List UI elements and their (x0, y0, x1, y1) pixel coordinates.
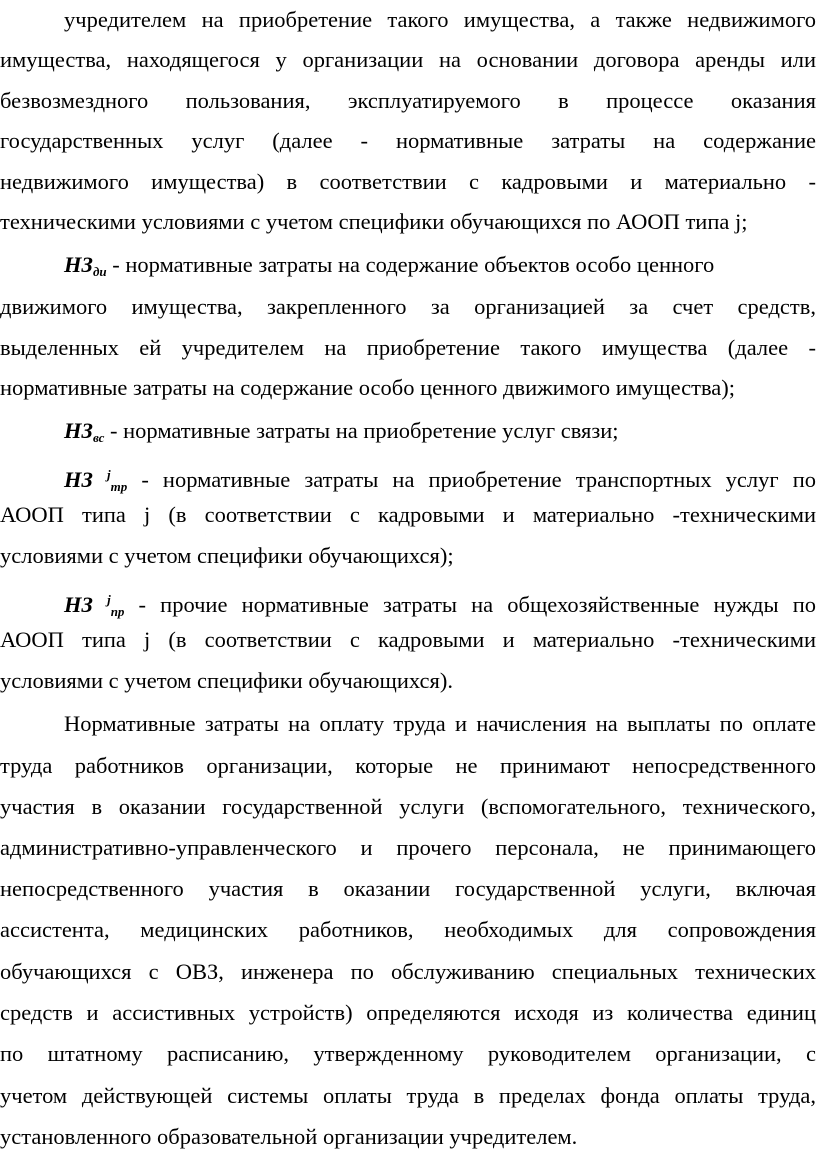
symbol-nz-pr: НЗ $^j_{пр}$ (64, 592, 125, 619)
text-line: обучающихся с ОВЗ, инженера по обслуживанию специальных технических (0, 959, 816, 984)
text-line: установленного образовательной организации учредителем. (0, 1124, 578, 1149)
text-line: Нормативные затраты на оплату труда и начисления на выплаты по оплате (64, 711, 816, 736)
definition-line (0, 245, 816, 285)
text-line: участия в оказании государственной услуги (вспомогательного, технического, (0, 794, 816, 819)
text-line: непосредственного участия в оказании государственной услуги, включая (0, 876, 816, 901)
text-line: ассистента, медицинских работников, необходимых для сопровождения (0, 917, 816, 942)
text-line: условиями с учетом специфики обучающихся); (0, 543, 454, 568)
symbol-nz-tr: НЗ $^j_{тр}$ (64, 467, 128, 494)
text-line: административно-управленческого и прочего персонала, не принимающего (0, 835, 816, 860)
definition-text: - нормативные затраты на содержание объектов особо ценного (106, 252, 715, 277)
symbol-nz-di: $НЗ_{ди}$ (64, 252, 107, 279)
definition-text: - нормативные затраты на приобретение услуг связи; (104, 418, 619, 443)
text-line: недвижимого имущества) в соответствии с кадровыми и материально - (0, 169, 816, 194)
definition-text: - нормативные затраты на приобретение транспортных услуг по (127, 467, 816, 492)
definition-line (0, 455, 816, 495)
definition-text: - прочие нормативные затраты на общехозяйственные нужды по (124, 592, 816, 617)
text-line: техническими условиями с учетом специфики обучающихся по АООП типа j; (0, 209, 748, 234)
definition-line (0, 411, 816, 451)
text-line: условиями с учетом специфики обучающихся). (0, 668, 453, 693)
text-line: АООП типа j (в соответствии с кадровыми и материально -техническими (0, 627, 816, 652)
text-line: государственных услуг (далее - нормативные затраты на содержание (0, 128, 816, 153)
text-line: выделенных ей учредителем на приобретение такого имущества (далее - (0, 335, 816, 360)
symbol-nz-vs: $НЗ_{вс}$ (64, 418, 105, 445)
text-line: по штатному расписанию, утвержденному руководителем организации, с (0, 1041, 816, 1066)
text-line: учредителем на приобретение такого имущества, а также недвижимого (64, 7, 816, 32)
text-line: движимого имущества, закрепленного за организацией за счет средств, (0, 294, 816, 319)
text-line: труда работников организации, которые не принимают непосредственного (0, 753, 816, 778)
definition-line (0, 580, 816, 620)
text-line: имущества, находящегося у организации на основании договора аренды или (0, 47, 816, 72)
text-line: нормативные затраты на содержание особо ценного движимого имущества); (0, 375, 736, 400)
text-line: АООП типа j (в соответствии с кадровыми и материально -техническими (0, 502, 816, 527)
text-line: учетом действующей системы оплаты труда в пределах фонда оплаты труда, (0, 1083, 816, 1108)
text-line: средств и ассистивных устройств) определяются исходя из количества единиц (0, 1000, 816, 1025)
text-line: безвозмездного пользования, эксплуатируемого в процессе оказания (0, 88, 816, 113)
